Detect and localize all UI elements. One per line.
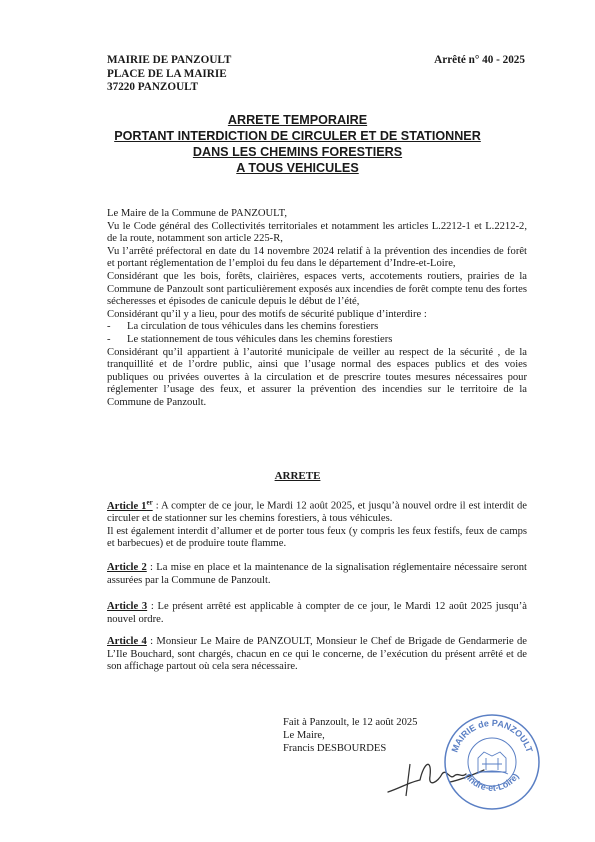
preamble-vu-code: Vu le Code général des Collectivités territoriales et notamment les articles L.2212-1 et L.2212-2, de la route, notamment son article 225-R,: [107, 220, 527, 245]
address-line-2: PLACE DE LA MAIRIE: [107, 67, 227, 80]
preamble-vu-arrete-prefectoral: Vu l’arrêté préfectoral en date du 14 novembre 2024 relatif à la prévention des incendies de forêt et portant réglementation de l’emploi du feu dans le département d’Indre-et-Loire,: [107, 245, 527, 270]
preamble-intro: Le Maire de la Commune de PANZOULT,: [107, 208, 287, 219]
article-4-label: Article 4: [107, 636, 147, 647]
address-line-3: 37220 PANZOULT: [107, 81, 199, 93]
preamble-considerant-1: Considérant que les bois, forêts, clairières, espaces verts, accotements routiers, prairies de la Commune de Panzoult sont particulièrement exposés aux incendies de forêt compte tenu des fortes sécheresses et épisodes de canicule depuis le début de l’été,: [107, 270, 527, 308]
article-1-text: : A compter de ce jour, le Mardi 12 août 2025, et jusqu’à nouvel ordre il est interdit de circuler et de stationner sur les chemins forestiers, à tous véhicules.: [107, 500, 527, 525]
article-3: [107, 601, 527, 626]
signatory-name: Francis DESBOURDES: [283, 743, 387, 755]
arrete-heading: ARRETE: [274, 470, 321, 482]
prohibition-item-1: - La circulation de tous véhicules dans les chemins forestiers: [107, 321, 527, 334]
document-title: [0, 112, 595, 176]
stamp-top-text: MAIRIE de PANZOULT: [449, 717, 535, 754]
article-4: [107, 636, 527, 674]
article-1-sup: er: [146, 498, 153, 506]
article-1-label: Article 1er: [107, 498, 153, 512]
title-line-3: DANS LES CHEMINS FORESTIERS: [192, 145, 403, 159]
mairie-seal-stamp: [442, 712, 542, 812]
mairie-address: [107, 54, 231, 95]
address-line-1: MAIRIE DE PANZOULT: [107, 54, 232, 66]
title-line-2: PORTANT INTERDICTION DE CIRCULER ET DE STATIONNER: [114, 129, 481, 143]
title-line-4: A TOUS VEHICULES: [236, 161, 359, 175]
prohibition-item-2: - Le stationnement de tous véhicules dans les chemins forestiers: [107, 334, 527, 347]
article-3-text: : Le présent arrêté est applicable à compter de ce jour, le Mardi 12 août 2025 jusqu’à nouvel ordre.: [107, 601, 527, 625]
place-date: Fait à Panzoult, le 12 août 2025: [283, 717, 418, 728]
preamble: [107, 208, 527, 410]
preamble-considerant-2: Considérant qu’il y a lieu, pour des motifs de sécurité publique d’interdire :: [107, 308, 427, 320]
stamp-bottom-text: (Indre-et-Loire): [463, 771, 521, 793]
article-2-label: Article 2: [107, 562, 147, 573]
preamble-considerant-3: Considérant qu’il appartient à l’autorité municipale de veiller au respect de la sécurité , de la tranquillité et de l’ordre public, ainsi que l’usage normal des espaces publics et des voies publiques ou privées ouvertes à la circulation et de prescrire toutes mesures nécessaires pour réglementer l’usage des feux, et assurer la prévention des incendies sur le territoire de la Commune de Panzoult.: [107, 346, 527, 408]
article-2: [107, 562, 527, 587]
stamp-outer-ring: [445, 715, 539, 809]
article-3-label: Article 3: [107, 601, 148, 612]
title-line-1: ARRETE TEMPORAIRE: [227, 113, 368, 127]
article-1: [107, 496, 527, 551]
arrete-number: Arrêté n° 40 - 2025: [434, 54, 525, 66]
article-4-text: : Monsieur Le Maire de PANZOULT, Monsieur le Chef de Brigade de Gendarmerie de L’Ile Bouchard, sont chargés, chacun en ce qui le concerne, de l’exécution du présent arrêté et de son affichage partout où cela sera nécessaire.: [107, 636, 527, 673]
stamp-emblem-icon: [476, 752, 508, 774]
signature-block: [283, 716, 417, 756]
article-2-text: : La mise en place et la maintenance de la signalisation réglementaire nécessaire seront assurées par la Commune de Panzoult.: [107, 562, 527, 586]
article-1-text-2: Il est également interdit d’allumer et de porter tous feux (y compris les feux festifs, feux de camps et barbecues) et de produire toute flamme.: [107, 525, 527, 550]
signatory-role: Le Maire,: [283, 730, 325, 742]
